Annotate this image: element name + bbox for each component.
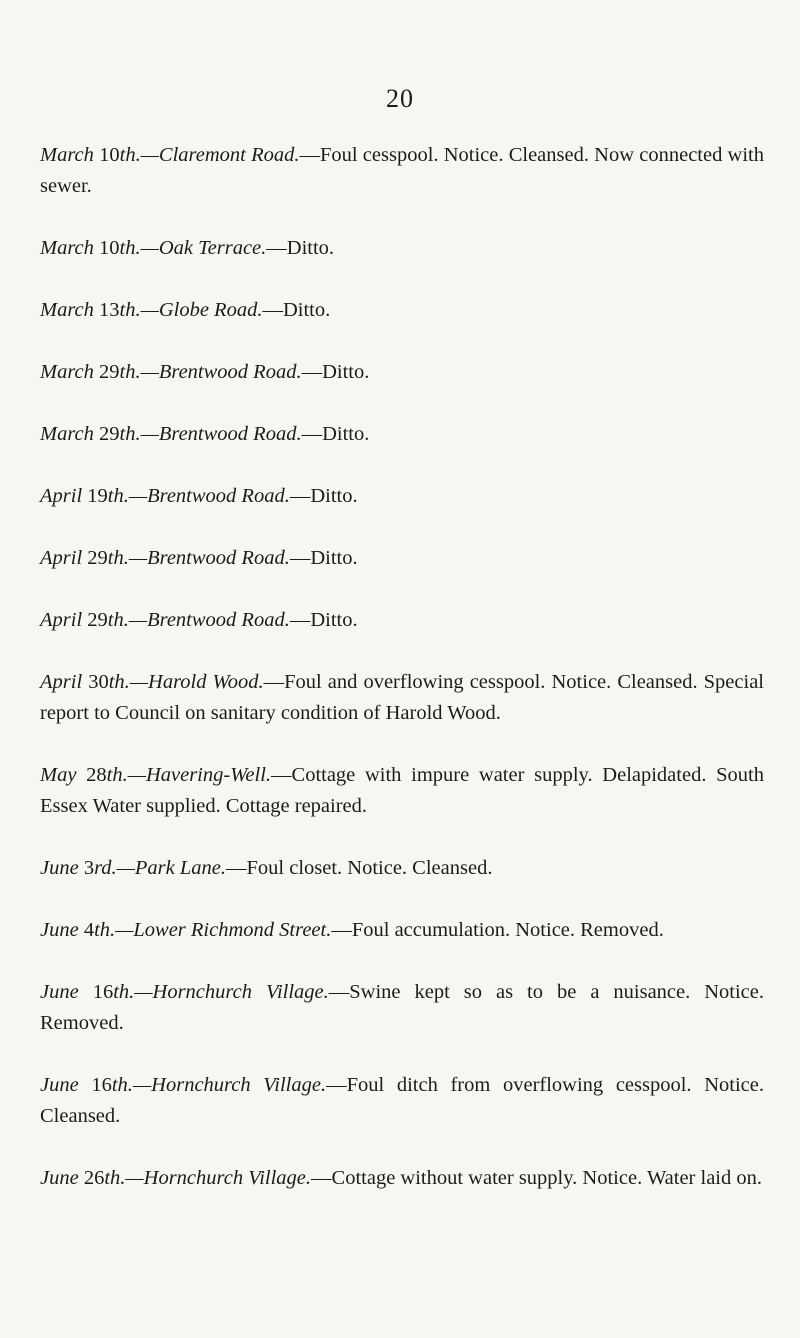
entry-place: —Brentwood Road. (140, 361, 302, 383)
entry-day-suffix: th. (113, 981, 135, 1003)
entry-date-place (40, 1167, 311, 1189)
entry-date-place (40, 423, 302, 445)
entry-day: 29 (99, 423, 120, 445)
entry-text: —Ditto. (262, 299, 331, 321)
log-entry (40, 760, 764, 822)
entry-place: —Hornchurch Village. (134, 981, 329, 1003)
entry-day-suffix: th. (107, 485, 129, 507)
entry-day-suffix: th. (94, 919, 116, 941)
entry-place: —Brentwood Road. (128, 547, 290, 569)
entry-day: 4 (83, 919, 95, 941)
entry-day-suffix: th. (119, 299, 141, 321)
entry-month: June (40, 1074, 79, 1096)
entry-text: —Ditto. (301, 361, 370, 383)
entry-month: June (40, 1167, 79, 1189)
log-entry (40, 295, 764, 326)
entry-place: —Brentwood Road. (140, 423, 302, 445)
entry-month: April (40, 485, 83, 507)
entry-day-suffix: th. (119, 423, 141, 445)
entry-text: —Ditto. (289, 609, 358, 631)
log-entry (40, 853, 764, 884)
entry-day: 29 (87, 609, 108, 631)
entry-month: April (40, 547, 83, 569)
entry-month: March (40, 237, 94, 259)
entry-month: June (40, 981, 79, 1003)
entry-text: —Foul closet. Notice. Cleansed. (226, 857, 493, 879)
entry-place: —Claremont Road. (140, 144, 300, 166)
entry-day: 13 (99, 299, 120, 321)
log-entry (40, 1163, 764, 1194)
log-entry (40, 481, 764, 512)
log-entry (40, 419, 764, 450)
entry-text: —Ditto. (289, 485, 358, 507)
log-entry (40, 233, 764, 264)
log-entry (40, 1070, 764, 1132)
entry-day: 19 (87, 485, 108, 507)
entry-text: —Cottage with impure water supply. Delapidated. South Essex Water supplied. Cottage repaired. (40, 764, 764, 817)
entry-day-suffix: th. (119, 361, 141, 383)
entry-day: 29 (87, 547, 108, 569)
entry-text: —Foul accumulation. Notice. Removed. (331, 919, 664, 941)
entry-date-place (40, 144, 299, 166)
entry-place: —Brentwood Road. (128, 609, 290, 631)
log-entry (40, 543, 764, 574)
entry-date-place (40, 1074, 326, 1096)
entry-place: —Globe Road. (140, 299, 263, 321)
entry-date-place (40, 237, 266, 259)
entry-day-suffix: th. (111, 1074, 133, 1096)
entry-text: —Ditto. (289, 547, 358, 569)
entry-day: 26 (83, 1167, 105, 1189)
entry-month: May (40, 764, 77, 786)
entry-place: —Lower Richmond Street. (115, 919, 332, 941)
entry-list (40, 140, 764, 1225)
log-entry (40, 915, 764, 946)
entry-place: —Park Lane. (116, 857, 226, 879)
entry-month: April (40, 609, 83, 631)
entry-date-place (40, 361, 302, 383)
entry-place: —Oak Terrace. (140, 237, 267, 259)
entry-place: —Havering-Well. (127, 764, 272, 786)
entry-date-place (40, 764, 271, 786)
entry-month: April (40, 671, 83, 693)
entry-month: March (40, 144, 94, 166)
entry-text: —Ditto. (266, 237, 335, 259)
entry-day: 16 (91, 1074, 112, 1096)
log-entry (40, 977, 764, 1039)
entry-day: 30 (88, 671, 109, 693)
entry-day-suffix: th. (107, 547, 129, 569)
entry-day-suffix: rd. (94, 857, 117, 879)
entry-day-suffix: th. (108, 671, 130, 693)
entry-day-suffix: th. (104, 1167, 126, 1189)
entry-text: —Foul cesspool. Notice. Cleansed. Now connected with sewer. (40, 144, 765, 197)
entry-month: June (40, 857, 79, 879)
entry-month: March (40, 361, 94, 383)
entry-text: —Swine kept so as to be a nuisance. Notice. Removed. (40, 981, 765, 1034)
entry-day-suffix: th. (106, 764, 128, 786)
entry-date-place (40, 981, 329, 1003)
entry-date-place (40, 547, 290, 569)
entry-date-place (40, 919, 331, 941)
entry-month: June (40, 919, 79, 941)
entry-month: March (40, 299, 94, 321)
entry-text: —Foul ditch from overflowing cesspool. Notice. Cleansed. (40, 1074, 764, 1127)
log-entry (40, 667, 764, 729)
entry-day-suffix: th. (107, 609, 129, 631)
log-entry (40, 140, 764, 202)
entry-day: 29 (99, 361, 120, 383)
log-entry (40, 357, 764, 388)
entry-date-place (40, 299, 262, 321)
entry-day: 28 (86, 764, 107, 786)
page-number: 20 (386, 84, 414, 113)
entry-month: March (40, 423, 94, 445)
entry-day-suffix: th. (119, 237, 141, 259)
entry-day: 10 (99, 237, 120, 259)
log-entry (40, 605, 764, 636)
entry-place: —Hornchurch Village. (125, 1167, 312, 1189)
entry-place: —Hornchurch Village. (132, 1074, 327, 1096)
entry-date-place (40, 485, 290, 507)
entry-day: 16 (92, 981, 114, 1003)
entry-text: —Foul and overflowing cesspool. Notice. Cleansed. Special report to Council on sanitary condition of Harold Wood. (40, 671, 764, 724)
entry-day: 3 (83, 857, 95, 879)
entry-date-place (40, 671, 264, 693)
entry-day: 10 (99, 144, 120, 166)
entry-place: —Harold Wood. (129, 671, 264, 693)
entry-date-place (40, 609, 290, 631)
entry-place: —Brentwood Road. (128, 485, 290, 507)
entry-text: —Cottage without water supply. Notice. Water laid on. (311, 1167, 762, 1189)
entry-text: —Ditto. (301, 423, 370, 445)
entry-date-place (40, 857, 226, 879)
entry-day-suffix: th. (119, 144, 141, 166)
